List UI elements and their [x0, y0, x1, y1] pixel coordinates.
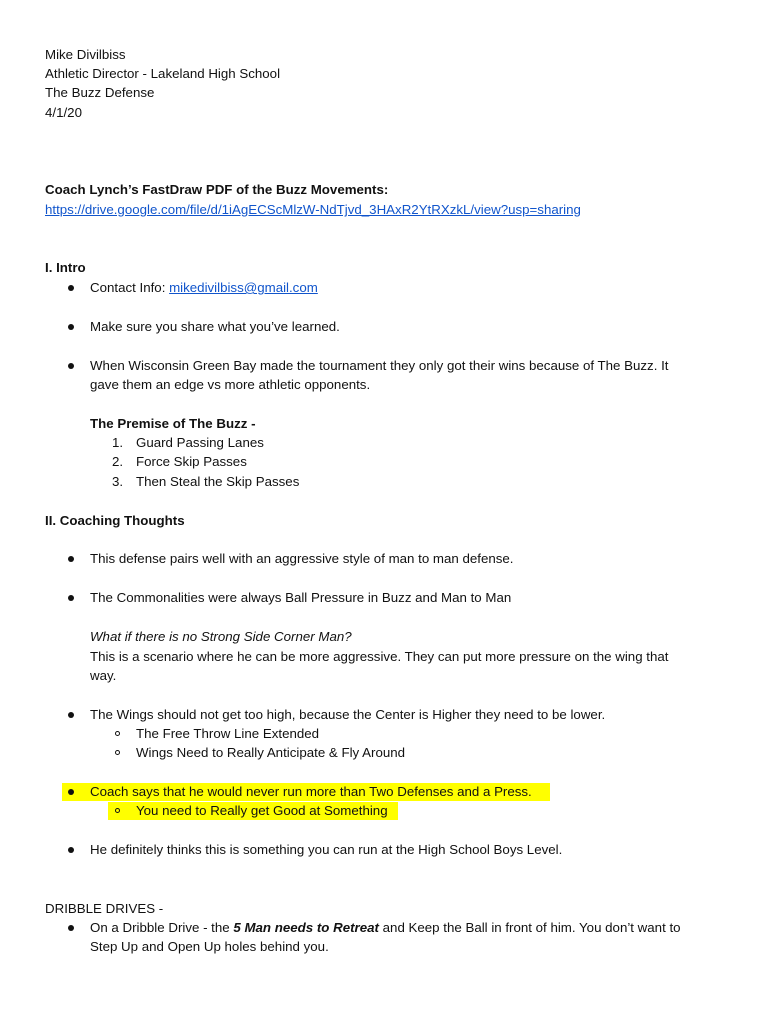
- bullet-icon: [68, 556, 74, 562]
- never-sub-text: You need to Really get Good at Something: [136, 803, 388, 818]
- never-text: Coach says that he would never run more than Two Defenses and a Press.: [90, 784, 532, 799]
- sub-list-item: The Free Throw Line Extended: [136, 726, 320, 741]
- coaching-heading: II. Coaching Thoughts: [45, 513, 185, 528]
- share-text: Make sure you share what you’ve learned.: [90, 319, 340, 334]
- bullet-icon: [68, 324, 74, 330]
- document-date: 4/1/20: [45, 105, 82, 120]
- bullet-icon: [68, 363, 74, 369]
- list-item: Force Skip Passes: [136, 454, 247, 469]
- bullet-icon: [68, 925, 74, 931]
- dribble-emphasis: 5 Man needs to Retreat: [233, 920, 379, 935]
- wings-text: The Wings should not get too high, because the Center is Higher they need to be lower.: [90, 707, 606, 722]
- dribble-heading: DRIBBLE DRIVES -: [45, 901, 164, 916]
- sub-bullet-icon: [115, 808, 120, 813]
- sub-bullet-icon: [115, 731, 120, 736]
- intro-heading: I. Intro: [45, 260, 86, 275]
- author-role: Athletic Director - Lakeland High School: [45, 66, 281, 81]
- document-title: The Buzz Defense: [45, 85, 155, 100]
- wisconsin-line-2: gave them an edge vs more athletic opponents.: [90, 377, 371, 392]
- bullet-icon: [68, 789, 74, 795]
- list-item: Then Steal the Skip Passes: [136, 474, 300, 489]
- scenario-line-2: way.: [90, 668, 117, 683]
- bullet-icon: [68, 712, 74, 718]
- list-number: 3.: [112, 474, 124, 489]
- scenario-line-1: This is a scenario where he can be more aggressive. They can put more pressure on the wing that: [90, 649, 669, 664]
- high-school-text: He definitely thinks this is something you can run at the High School Boys Level.: [90, 842, 563, 857]
- fastdraw-heading: Coach Lynch’s FastDraw PDF of the Buzz Movements:: [45, 182, 389, 197]
- author-name: Mike Divilbiss: [45, 47, 126, 62]
- sub-list-item: Wings Need to Really Anticipate & Fly Around: [136, 745, 406, 760]
- bullet-icon: [68, 595, 74, 601]
- contact-email-link[interactable]: mikedivilbiss@gmail.com: [169, 280, 318, 295]
- commonalities-text: The Commonalities were always Ball Pressure in Buzz and Man to Man: [90, 590, 512, 605]
- fastdraw-link[interactable]: https://drive.google.com/file/d/1iAgECScMlzW-NdTjvd_3HAxR2YtRXzkL/view?usp=sharing: [45, 202, 581, 217]
- list-number: 2.: [112, 454, 124, 469]
- bullet-icon: [68, 285, 74, 291]
- bullet-icon: [68, 847, 74, 853]
- wisconsin-line-1: When Wisconsin Green Bay made the tournament they only got their wins because of The Buzz. It: [90, 358, 669, 373]
- contact-info: Contact Info: mikedivilbiss@gmail.com: [90, 280, 318, 295]
- question-text: What if there is no Strong Side Corner Man?: [90, 629, 352, 644]
- list-item: Guard Passing Lanes: [136, 435, 264, 450]
- dribble-line-1: On a Dribble Drive - the 5 Man needs to Retreat and Keep the Ball in front of him. You don’t want to: [90, 920, 681, 935]
- list-number: 1.: [112, 435, 124, 450]
- premise-heading: The Premise of The Buzz -: [90, 416, 256, 431]
- pairs-text: This defense pairs well with an aggressive style of man to man defense.: [90, 551, 514, 566]
- sub-bullet-icon: [115, 750, 120, 755]
- dribble-line-2: Step Up and Open Up holes behind you.: [90, 939, 329, 954]
